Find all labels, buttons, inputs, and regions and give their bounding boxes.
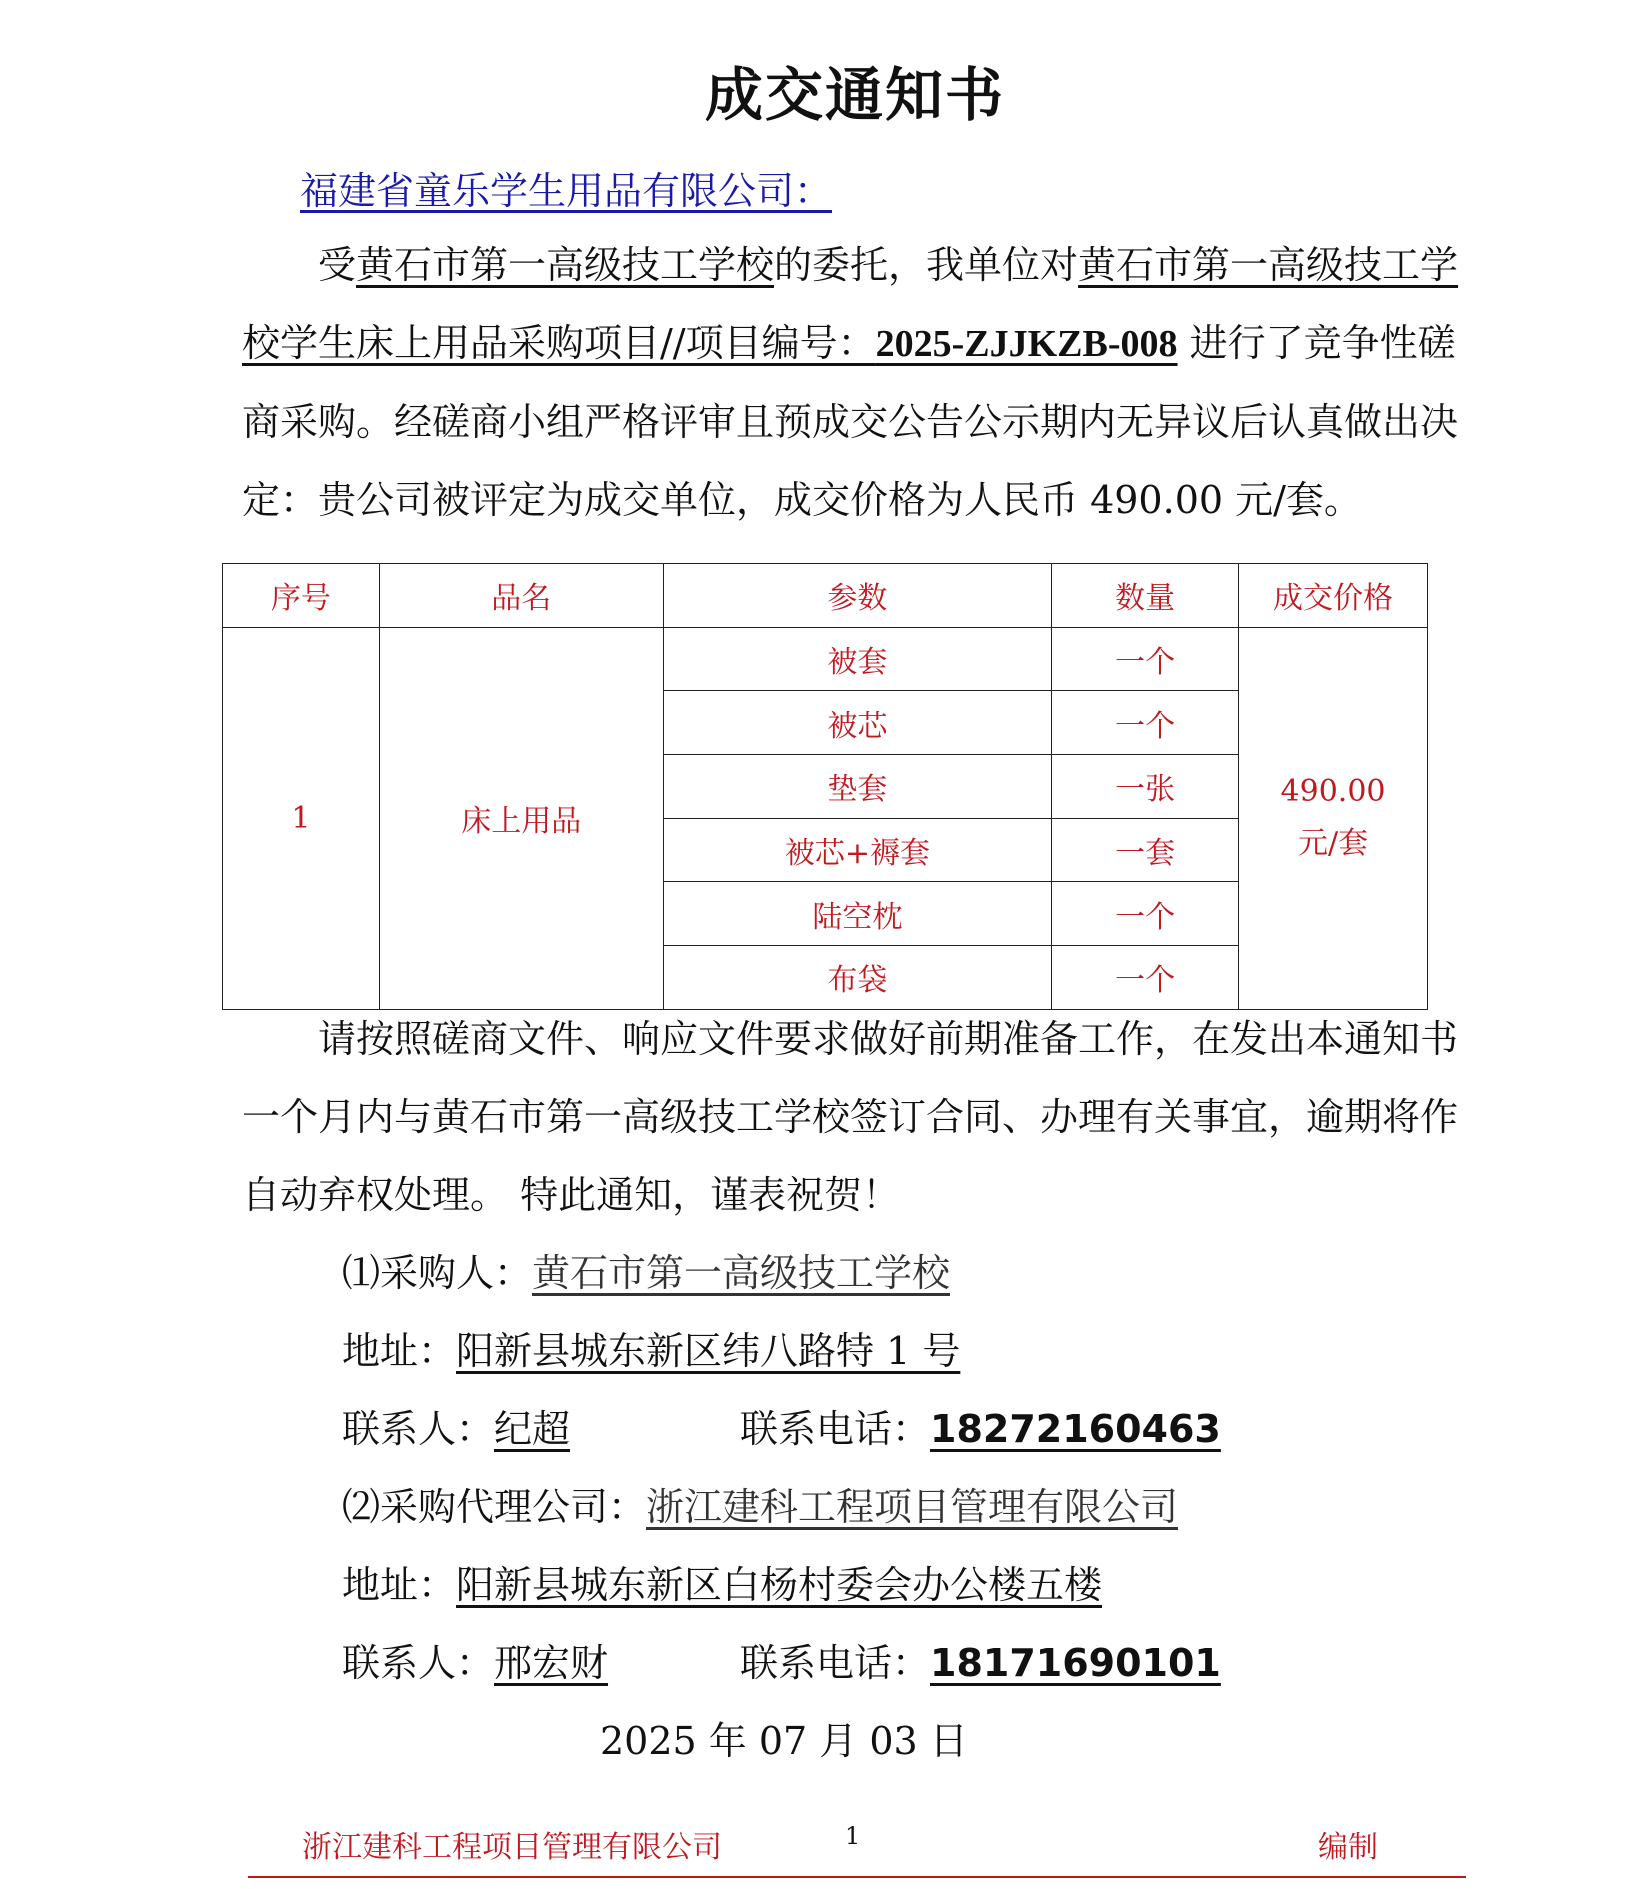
agency-contact: 邢宏财 [494, 1641, 609, 1685]
qty-cell: 一个 [1052, 691, 1239, 755]
qty-cell: 一个 [1052, 946, 1239, 1010]
purchaser-line [342, 1242, 950, 1297]
entrusting-school: 黄石市第一高级技工学校 [356, 243, 775, 287]
price-amount: 490.00 [1280, 774, 1386, 810]
page-number: 1 [845, 1822, 861, 1850]
param-cell: 垫套 [663, 755, 1052, 819]
param-cell: 被芯+褥套 [663, 818, 1052, 882]
purchaser-name: 黄石市第一高级技工学校 [532, 1251, 951, 1295]
purchaser-address-line [342, 1320, 960, 1375]
footer-compiled: 编制 [1318, 1830, 1378, 1865]
qty-cell: 一张 [1052, 755, 1239, 819]
agency-address-label: 地址： [342, 1563, 457, 1607]
agency-label: ⑵采购代理公司： [342, 1485, 647, 1529]
footer-company: 浙江建科工程项目管理有限公司 [302, 1830, 722, 1865]
param-cell: 被芯 [663, 691, 1052, 755]
purchaser-contact: 纪超 [494, 1407, 571, 1451]
project-name: 黄石市第一高级技工学校学生床上用品采购项目//项目编号： [242, 243, 1459, 365]
intro-text-2: 的委托，我单位对 [774, 243, 1079, 287]
issue-date: 2025 年 07 月 03 日 [600, 1719, 968, 1763]
intro-text-1: 受 [318, 243, 357, 287]
price-unit: 元/套 [1297, 826, 1369, 862]
table-header-row [223, 564, 1428, 628]
agency-phone-label: 联系电话： [740, 1641, 931, 1685]
header-serial: 序号 [223, 564, 380, 628]
header-product: 品名 [379, 564, 663, 628]
agency-phone: 18171690101 [930, 1641, 1221, 1685]
qty-cell: 一个 [1052, 882, 1239, 946]
items-table [222, 563, 1428, 1010]
qty-cell: 一个 [1052, 627, 1239, 691]
purchaser-contact-label: 联系人： [342, 1407, 495, 1451]
param-cell: 陆空枕 [663, 882, 1052, 946]
intro-text-3: 进行了竞争性磋商采购。经磋商小组严格评审且预成交公告公示期内无异议后认真做出决定：贵公司被评定为成交单位，成交价格为人民币 490.00 元/套。 [242, 321, 1459, 522]
header-param: 参数 [663, 564, 1052, 628]
purchaser-phone: 18272160463 [930, 1407, 1221, 1451]
agency-phone-line [740, 1632, 1221, 1687]
header-price: 成交价格 [1239, 564, 1428, 628]
purchaser-label: ⑴采购人： [342, 1251, 533, 1295]
agency-address-line [342, 1554, 1102, 1609]
price-cell [1239, 627, 1428, 1009]
purchaser-phone-label: 联系电话： [740, 1407, 931, 1451]
product-cell: 床上用品 [379, 627, 663, 1009]
agency-address: 阳新县城东新区白杨村委会办公楼五楼 [456, 1563, 1103, 1607]
agency-contact-line [342, 1632, 608, 1687]
agency-line [342, 1476, 1178, 1531]
qty-cell: 一套 [1052, 818, 1239, 882]
purchaser-address: 阳新县城东新区纬八路特 1 号 [456, 1329, 961, 1373]
intro-paragraph [242, 226, 1467, 539]
param-cell: 被套 [663, 627, 1052, 691]
addressee: 福建省童乐学生用品有限公司： [300, 169, 833, 213]
purchaser-contact-line [342, 1398, 570, 1453]
table-row [223, 627, 1428, 691]
agency-contact-label: 联系人： [342, 1641, 495, 1685]
param-cell: 布袋 [663, 946, 1052, 1010]
purchaser-phone-line [740, 1398, 1221, 1453]
agency-name: 浙江建科工程项目管理有限公司 [646, 1485, 1179, 1529]
document-title: 成交通知书 [704, 61, 1005, 129]
footer-divider [248, 1876, 1466, 1878]
purchaser-address-label: 地址： [342, 1329, 457, 1373]
header-qty: 数量 [1052, 564, 1239, 628]
serial-cell: 1 [223, 627, 380, 1009]
closing-paragraph: 请按照磋商文件、响应文件要求做好前期准备工作，在发出本通知书一个月内与黄石市第一高级技工学校签订合同、办理有关事宜，逾期将作自动弃权处理。 特此通知，谨表祝贺！ [242, 1017, 1459, 1217]
project-code: 2025-ZJJKZB-008 [875, 323, 1178, 365]
